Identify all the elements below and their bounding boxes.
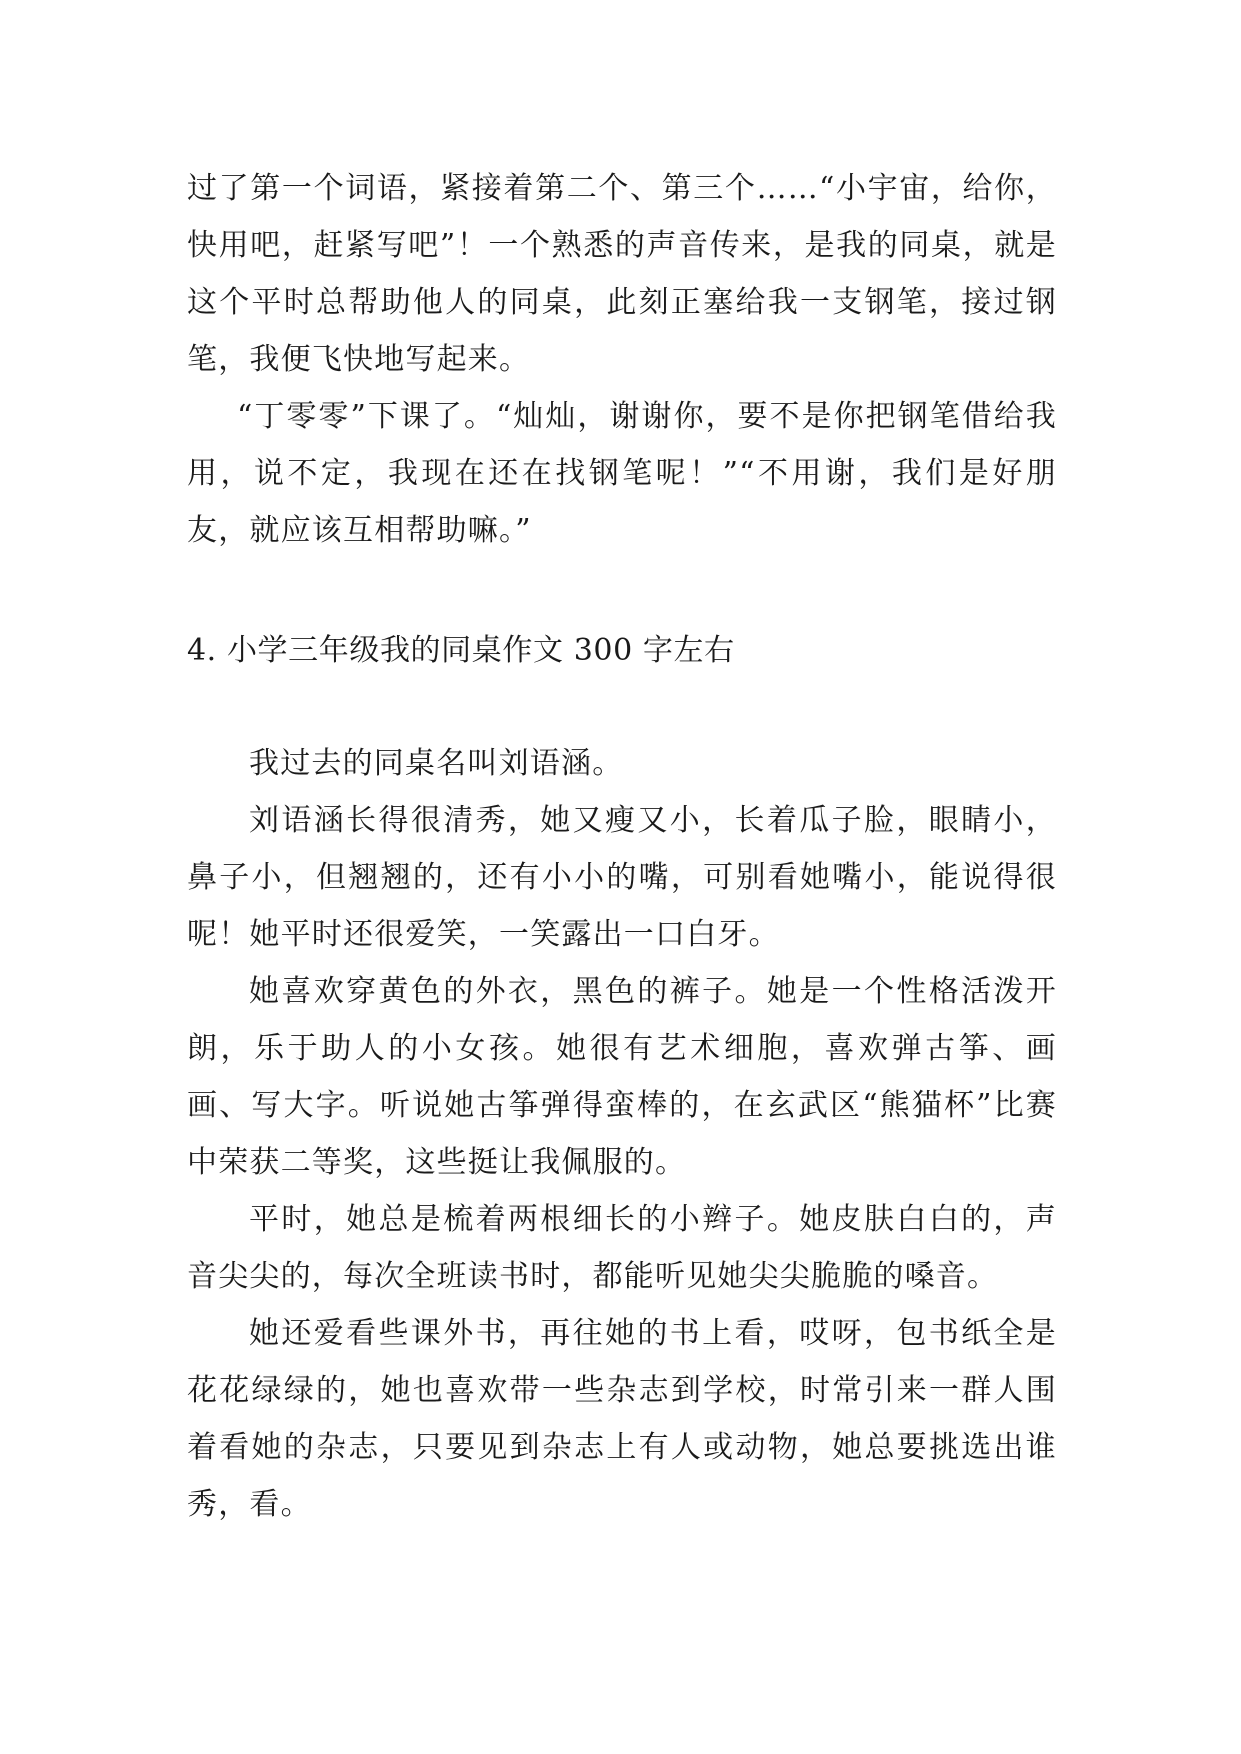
story-paragraph: “丁零零”下课了。“灿灿，谢谢你，要不是你把钢笔借给我用，说不定，我现在还在找钢笔呢！”“不用谢，我们是好朋友，就应该互相帮助嘛。” <box>187 399 1057 548</box>
essay-paragraph: 她还爱看些课外书，再往她的书上看，哎呀，包书纸全是花花绿绿的，她也喜欢带一些杂志到学校，时常引来一群人围着看她的杂志，只要见到杂志上有人或动物，她总要挑选出谁秀，看。 <box>187 1316 1057 1522</box>
story-paragraph: 过了第一个词语，紧接着第二个、第三个……“小宇宙，给你，快用吧，赶紧写吧”！一个熟悉的声音传来，是我的同桌，就是这个平时总帮助他人的同桌，此刻正塞给我一支钢笔，接过钢笔，我便飞快地写起来。 <box>187 171 1057 377</box>
essay-section <box>187 735 1057 1533</box>
essay-paragraph: 她喜欢穿黄色的外衣，黑色的裤子。她是一个性格活泼开朗，乐于助人的小女孩。她很有艺术细胞，喜欢弹古筝、画画、写大字。听说她古筝弹得蛮棒的，在玄武区“熊猫杯”比赛中荣获二等奖，这些挺让我佩服的。 <box>187 974 1057 1180</box>
essay-paragraph: 平时，她总是梳着两根细长的小辫子。她皮肤白白的，声音尖尖的，每次全班读书时，都能听见她尖尖脆脆的嗓音。 <box>187 1202 1057 1294</box>
essay-paragraph: 我过去的同桌名叫刘语涵。 <box>249 746 624 781</box>
continued-story-section <box>187 160 1057 559</box>
section-heading: 4. 小学三年级我的同桌作文 300 字左右 <box>187 633 735 668</box>
essay-paragraph: 刘语涵长得很清秀，她又瘦又小，长着瓜子脸，眼睛小，鼻子小，但翘翘的，还有小小的嘴，可别看她嘴小，能说得很呢！她平时还很爱笑，一笑露出一口白牙。 <box>187 803 1057 952</box>
